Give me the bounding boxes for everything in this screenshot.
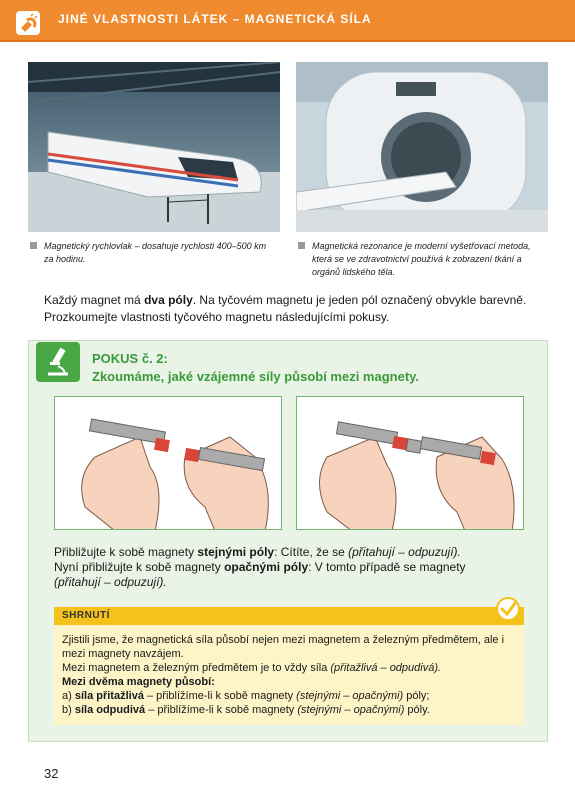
summary-bar xyxy=(54,607,524,625)
caption-bullet xyxy=(30,242,37,249)
experiment-label: POKUS č. 2: xyxy=(92,351,168,366)
experiment-instructions xyxy=(54,545,524,590)
mri-scanner-photo xyxy=(296,62,548,232)
summary-item-a: a) síla přitažlivá – přiblížíme-li k sobě magnety (stejnými – opačnými) póly; xyxy=(62,690,430,702)
summary-item-b: b) síla odpudivá – přiblížíme-li k sobě magnety (stejnými – opačnými) póly. xyxy=(62,704,430,716)
chapter-title: JINÉ VLASTNOSTI LÁTEK – MAGNETICKÁ SÍLA xyxy=(58,12,372,26)
instruction-opposite-poles: Nyní přibližujte k sobě magnety opačnými póly: V tomto případě se magnety xyxy=(54,560,466,574)
checkmark-icon xyxy=(495,596,521,622)
chapter-header xyxy=(0,0,575,42)
summary-label: SHRNUTÍ xyxy=(62,610,110,621)
maglev-train-photo xyxy=(28,62,280,232)
summary-paragraph: Mezi magnetem a železným předmětem je to vždy síla (přitažlivá – odpudivá). xyxy=(62,662,442,674)
magnet-icon xyxy=(14,9,42,37)
summary-text xyxy=(62,633,517,717)
caption-bullet xyxy=(298,242,305,249)
microscope-icon xyxy=(36,342,80,382)
experiment-title: Zkoumáme, jaké vzájemné síly působí mezi magnety. xyxy=(92,369,420,384)
illustration-opposite-poles xyxy=(296,396,524,530)
illustration-same-poles xyxy=(54,396,282,530)
experiment-heading xyxy=(92,350,419,386)
summary-paragraph: Zjistili jsme, že magnetická síla působí nejen mezi magnetem a železným předmětem, ale i mezi magnety navzájem. xyxy=(62,634,505,660)
page-number: 32 xyxy=(44,766,59,781)
train-caption: Magnetický rychlovlak – dosahuje rychlosti 400–500 km za hodinu. xyxy=(44,241,267,264)
instruction-same-poles: Přibližujte k sobě magnety stejnými póly: Cítíte, že se (přitahují – odpuzují). xyxy=(54,545,461,559)
intro-paragraph: Každý magnet má dva póly. Na tyčovém magnetu je jeden pól označený obvykle barevně. Prozkoumejte vlastnosti tyčového magnetu následujícími pokusy. xyxy=(44,293,527,324)
instruction-opposite-choice: (přitahují – odpuzují). xyxy=(54,575,167,589)
mri-caption: Magnetická rezonance je moderní vyšetřovací metoda, která se ve zdravotnictví používá k zobrazení tkání a orgánů lidského těla. xyxy=(312,241,531,277)
summary-subheading: Mezi dvěma magnety působí: xyxy=(62,676,215,688)
